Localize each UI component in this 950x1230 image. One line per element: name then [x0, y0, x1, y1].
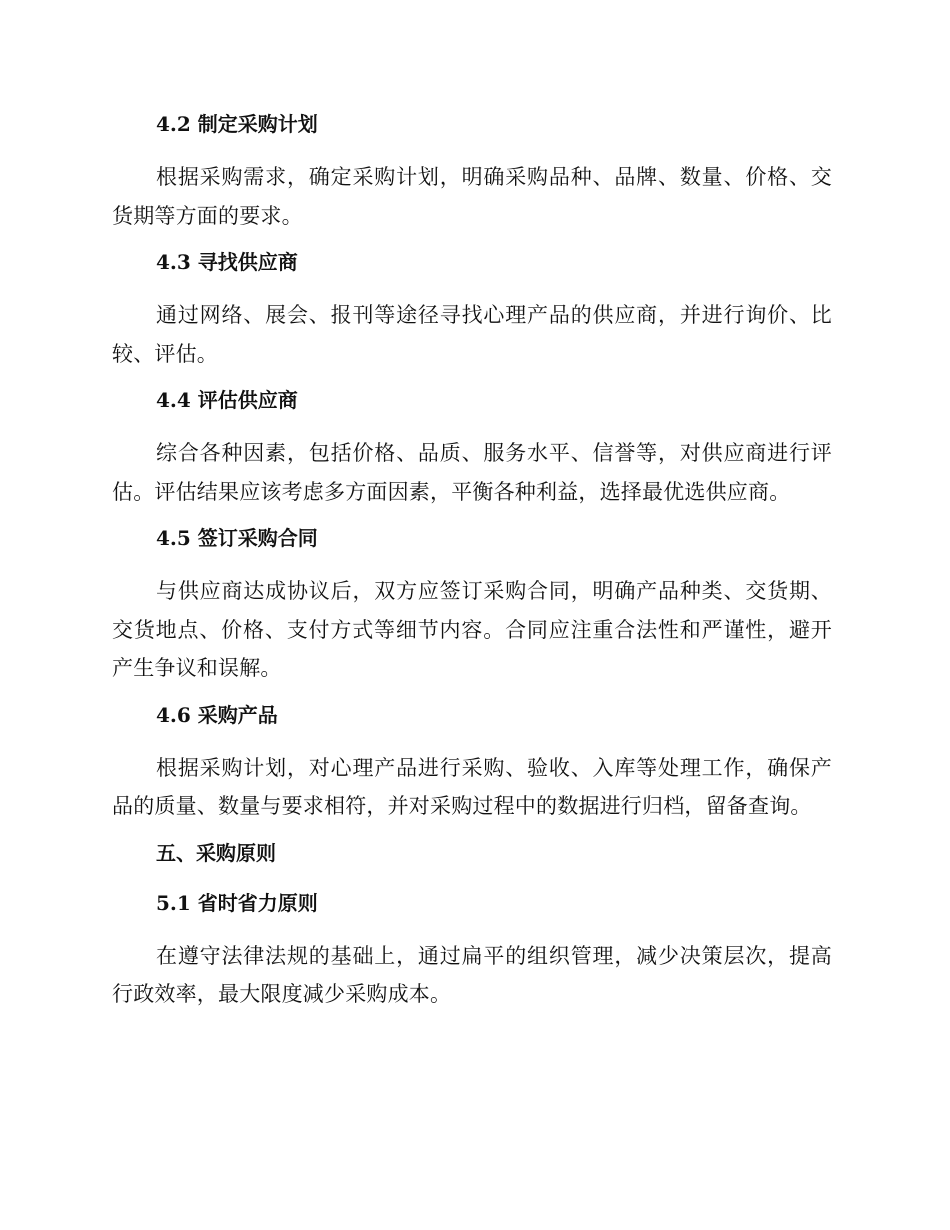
section-heading-4-2: 4.2 制定采购计划 — [156, 112, 318, 136]
section-body-5-1: 在遵守法律法规的基础上，通过扁平的组织管理，减少决策层次，提高行政效率，最大限度减少采购成本。 — [112, 943, 832, 1006]
section-heading-4-6: 4.6 采购产品 — [156, 702, 278, 727]
section-body-4-3: 通过网络、展会、报刊等途径寻找心理产品的供应商，并进行询价、比较、评估。 — [112, 303, 832, 366]
document-page — [112, 108, 832, 1025]
section-heading-5-1: 5.1 省时省力原则 — [156, 890, 318, 915]
chapter-heading-5: 五、采购原则 — [156, 840, 276, 865]
section-body-4-5: 与供应商达成协议后，双方应签订采购合同，明确产品种类、交货期、交货地点、价格、支付方式等细节内容。合同应注重合法性和严谨性，避开产生争议和误解。 — [112, 579, 832, 680]
section-body-4-2: 根据采购需求，确定采购计划，明确采购品种、品牌、数量、价格、交货期等方面的要求。 — [112, 165, 832, 228]
section-body-4-6: 根据采购计划，对心理产品进行采购、验收、入库等处理工作，确保产品的质量、数量与要求相符，并对采购过程中的数据进行归档，留备查询。 — [112, 755, 832, 818]
section-heading-4-3: 4.3 寻找供应商 — [156, 250, 298, 274]
section-heading-4-5: 4.5 签订采购合同 — [156, 526, 318, 550]
section-body-4-4: 综合各种因素，包括价格、品质、服务水平、信誉等，对供应商进行评估。评估结果应该考虑多方面因素，平衡各种利益，选择最优选供应商。 — [112, 441, 832, 504]
section-heading-4-4: 4.4 评估供应商 — [156, 388, 298, 412]
